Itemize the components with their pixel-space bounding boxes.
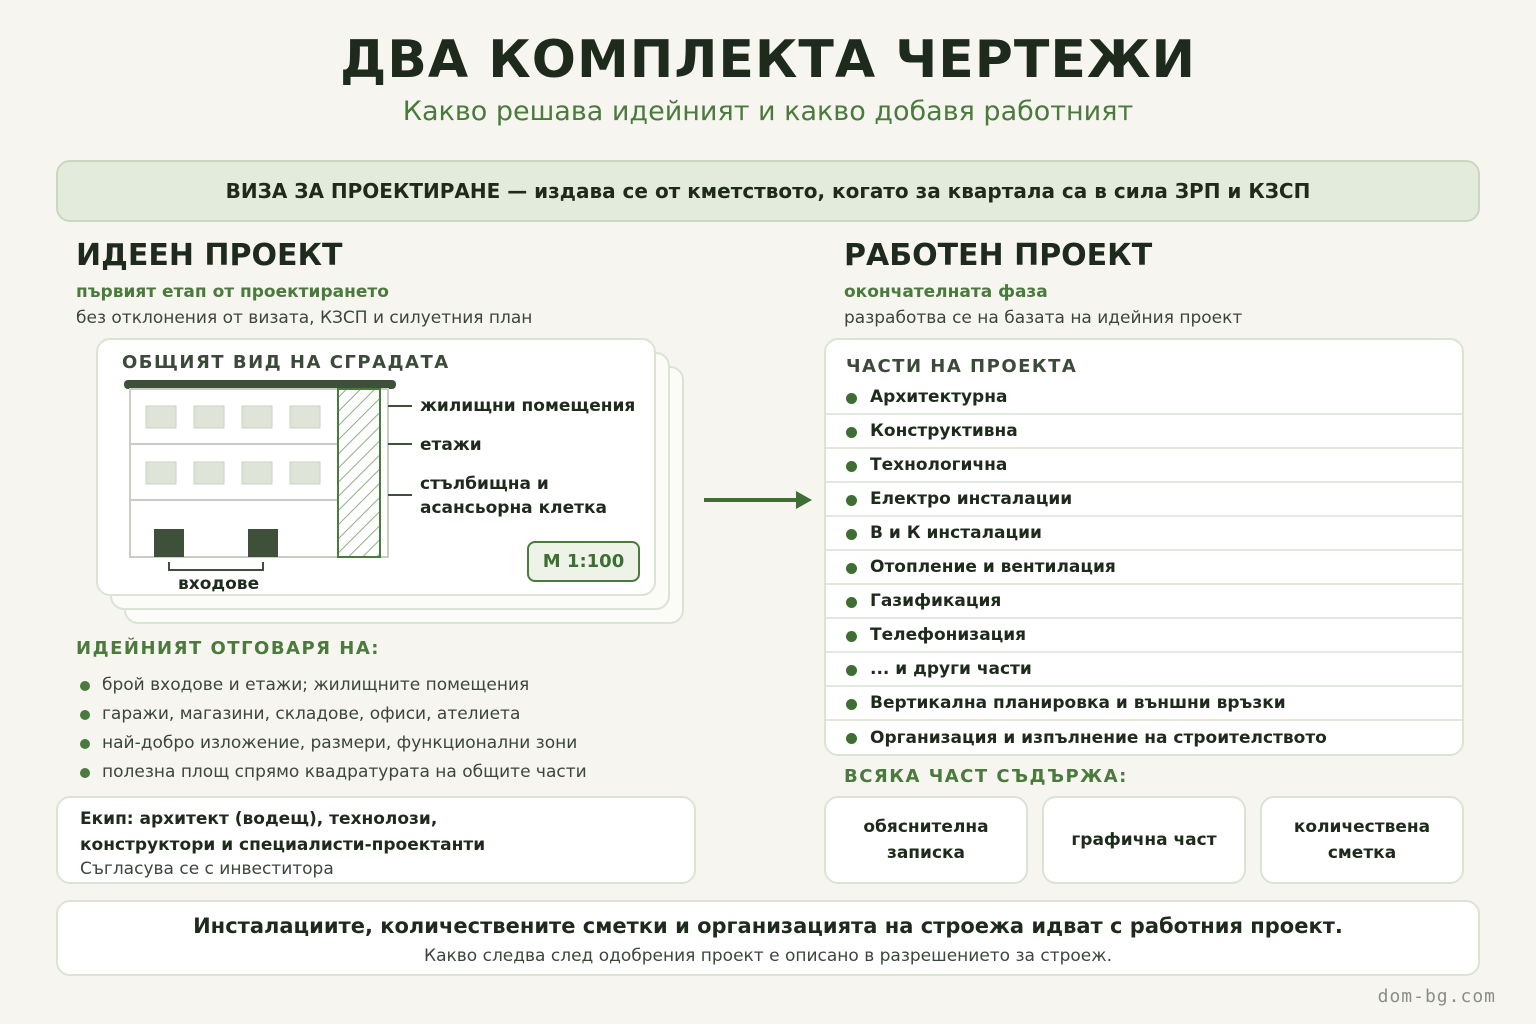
ideen-accent: първият етап от проектирането [76,282,389,302]
list-item: гаражи, магазини, складове, офиси, ателиета [76,700,587,729]
footer-banner [56,900,1480,976]
parts-card [824,338,1464,756]
part-box-line: сметка [1327,843,1397,863]
raboten-note: разработва се на базата на идейния проект [844,308,1243,328]
part-box-explanatory-note [824,796,1028,884]
list-item: Архитектурна [826,381,1464,415]
label-floors: етажи [420,435,482,455]
list-item: В и К инсталации [826,517,1464,551]
scale-badge: М 1:100 [527,541,640,582]
part-box-graphic-part [1042,796,1246,884]
list-item: Конструктивна [826,415,1464,449]
part-box-bill-of-quantities [1260,796,1464,884]
part-box-line: количествена [1293,817,1431,837]
part-box-line: записка [886,843,966,863]
list-item: Организация и изпълнение на строителството [826,721,1464,755]
list-item: Газификация [826,585,1464,619]
team-card [56,796,696,884]
contains-caption: ВСЯКА ЧАСТ СЪДЪРЖА: [844,766,1128,787]
list-item: Технологична [826,449,1464,483]
footer-main-text: Инсталациите, количествените сметки и организацията на строежа идват с работния проект. [193,914,1343,938]
team-line-1: Екип: архитект (водещ), технолози, [80,809,438,829]
ideen-note: без отклонения от визата, КЗСП и силуетния план [76,308,533,328]
list-item: най-добро изложение, размери, функционални зони [76,729,587,758]
ideen-title: ИДЕЕН ПРОЕКТ [76,238,343,273]
label-stair-core-line1: стълбищна и [420,474,549,494]
list-item: брой входове и етажи; жилищните помещения [76,671,587,700]
list-item: Вертикална планировка и външни връзки [826,687,1464,721]
site-credit: dom-bg.com [1377,986,1496,1007]
list-item: Телефонизация [826,619,1464,653]
ideen-answers-list [76,671,587,787]
label-living-rooms: жилищни помещения [420,396,636,416]
list-item: полезна площ спрямо квадратурата на общите части [76,758,587,787]
part-box-line: обяснителна [863,817,989,837]
part-box-line: графична част [1071,830,1217,850]
team-line-2: конструктори и специалисти-проектанти [80,835,486,855]
arrow-right-icon [700,488,820,512]
parts-caption: ЧАСТИ НА ПРОЕКТА [846,356,1078,377]
label-stair-core-line2: асансьорна клетка [420,498,607,518]
raboten-title: РАБОТЕН ПРОЕКТ [844,238,1153,273]
visa-banner [56,160,1480,222]
footer-sub-text: Какво следва след одобрения проект е описано в разрешението за строеж. [424,946,1112,966]
list-item: Отопление и вентилация [826,551,1464,585]
label-entrances: входове [178,574,260,594]
raboten-accent: окончателната фаза [844,282,1048,302]
list-item: ... и други части [826,653,1464,687]
visa-banner-text: ВИЗА ЗА ПРОЕКТИРАНЕ — издава се от кметството, когато за квартала са в сила ЗРП и КЗСП [225,179,1311,203]
team-note: Съгласува се с инвеститора [80,859,334,879]
drawing-caption: ОБЩИЯТ ВИД НА СГРАДАТА [122,352,450,373]
page-subtitle: Какво решава идейният и какво добавя работният [402,96,1134,127]
ideen-answers-caption: ИДЕЙНИЯТ ОТГОВАРЯ НА: [76,638,381,659]
page-title: ДВА КОМПЛЕКТА ЧЕРТЕЖИ [339,30,1197,90]
list-item: Електро инсталации [826,483,1464,517]
